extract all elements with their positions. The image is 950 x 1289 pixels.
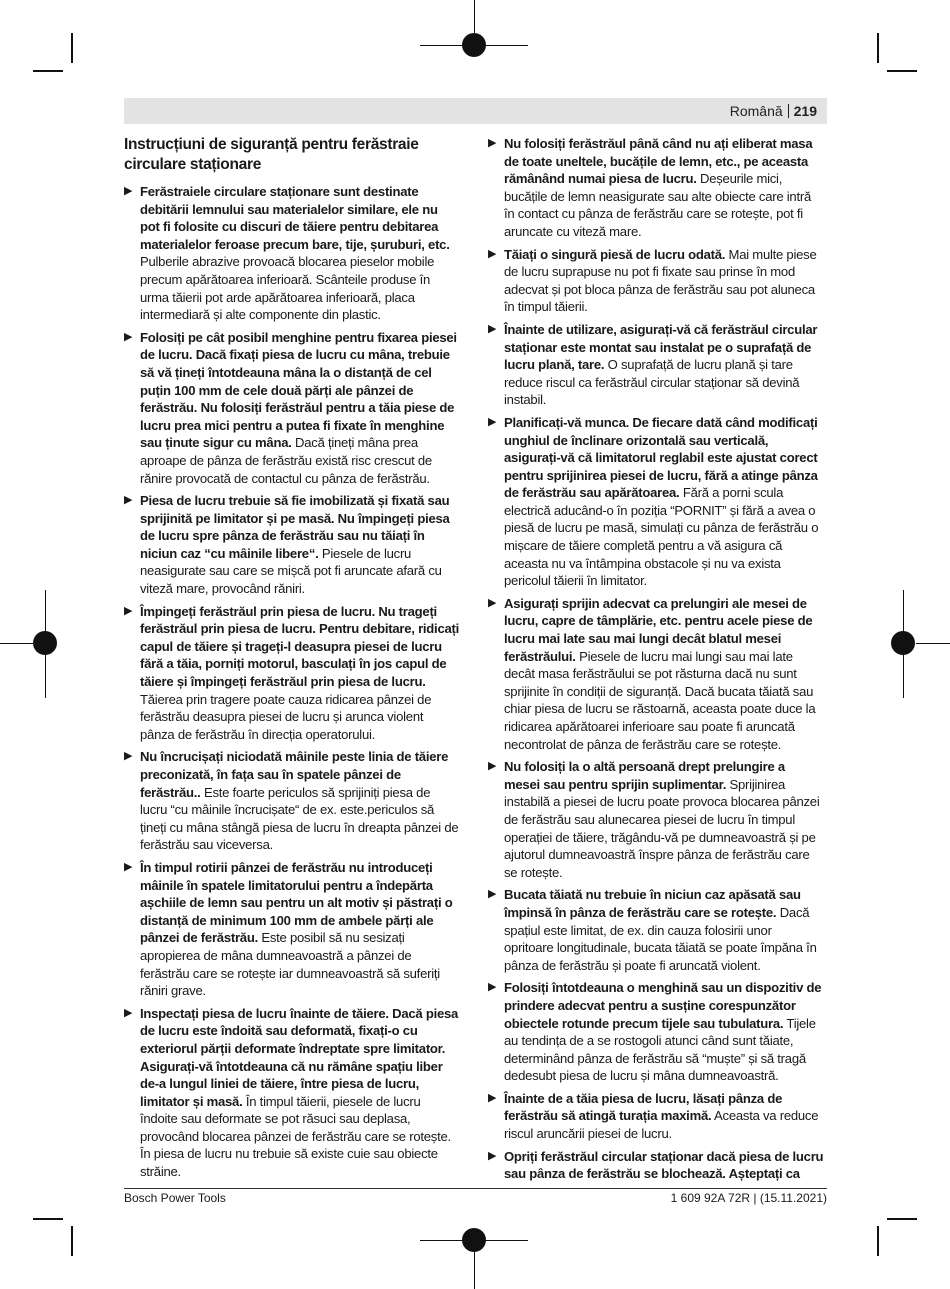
- instruction-explanation-text: Deșeurile mici, bucățile de lemn neasigurate sau alte obiecte care intră în contact cu pânza de ferăstrău care se rotește, pot fi aruncate cu viteză mare.: [504, 171, 811, 239]
- crop-mark: [71, 1226, 73, 1256]
- instruction-bold-text: Nu folosiți ferăstrăul până când nu ați eliberat masa de toate uneltele, bucățile de lemn, etc., pe aceasta rămânând numai piesa de lucru.: [504, 136, 813, 187]
- bullet-arrow-icon: ▶: [124, 750, 133, 763]
- registration-line: [474, 0, 475, 33]
- section-title: Instrucțiuni de siguranță pentru ferăstraie circulare staționare: [124, 136, 419, 173]
- instruction-explanation-text: Sprijinirea instabilă a piesei de lucru poate provoca blocarea pânzei de ferăstrău sau alunecarea piesei de lucru în timpul operației de tăiere, trăgându-vă pe dumneavoastră și pe ajutorul dumneavoastră înspre pânza de ferăstrău care se rotește.: [504, 776, 820, 880]
- registration-line: [474, 1252, 475, 1289]
- instruction-bold-text: Asigurați sprijin adecvat ca prelungiri ale mesei de lucru, capre de tâmplărie, etc. pentru acele piese de lucru mai late sau mai lungi decât blatul mesei ferăstrăului.: [504, 595, 813, 664]
- crop-mark: [33, 70, 63, 72]
- crop-mark: [33, 1218, 63, 1220]
- safety-instruction-item: [488, 595, 824, 753]
- instruction-bold-text: Nu folosiți la o altă persoană drept prelungire a mesei sau pentru sprijin suplimentar.: [504, 759, 785, 792]
- safety-instruction-item: [124, 183, 460, 324]
- registration-target-icon: [33, 631, 57, 655]
- safety-instruction-item: [488, 1090, 824, 1143]
- header-text: [730, 102, 817, 120]
- instruction-explanation-text: O suprafață de lucru plană și tare reduce riscul ca ferăstrăul circular staționar să devină instabil.: [504, 357, 800, 408]
- instruction-bold-text: Folosiți pe cât posibil menghine pentru fixarea piesei de lucru. Dacă fixați piesa de lucru cu mâna, trebuie să vă țineți întotdeauna mâna la o distanță de cel puțin 100 mm de cele două părți ale pânzei de ferăstrău. Nu folosiți ferăstrăul pentru a tăia piese de lucru prea mici pentru a putea fi fixate în menghine sau ținute sigur cu mâna.: [140, 329, 457, 451]
- safety-instruction-item: [488, 758, 824, 881]
- safety-instruction-item: [488, 246, 824, 316]
- bullet-arrow-icon: ▶: [488, 760, 497, 773]
- instruction-explanation-text: Tăierea prin tragere poate cauza ridicarea pânzei de ferăstrău deasupra piesei de lucru și arunca violent pânza de ferăstrău în direcția operatorului.: [140, 691, 432, 742]
- safety-instruction-item: [124, 603, 460, 744]
- bullet-arrow-icon: ▶: [488, 322, 497, 335]
- instruction-explanation-text: Pulberile abrazive provoacă blocarea pieselor mobile precum apărătoarea inferioară. Scânteile produse în urma tăierii pot arde apărătoarea inferioară, placa intermediară și alte componente din plastic.: [140, 254, 435, 323]
- safety-instruction-item: [488, 321, 824, 409]
- instruction-bold-text: Folosiți întotdeauna o menghină sau un dispozitiv de prindere adecvat pentru a susține corespunzător obiectele rotunde precum tijele sau tubulatura.: [504, 980, 822, 1031]
- bullet-arrow-icon: ▶: [488, 415, 497, 428]
- instruction-bold-text: Împingeți ferăstrăul prin piesa de lucru. Nu trageți ferăstrăul prin piesa de lucru. Pentru debitare, ridicați capul de tăiere și trageți-l deasupra piesei de lucru fără a tăia, porniți motorul, basculați în jos capul de tăiere și împingeți ferăstrăul prin piesa de lucru.: [140, 603, 460, 690]
- page-number: 219: [793, 103, 817, 119]
- footer-brand: Bosch Power Tools: [124, 1191, 226, 1205]
- bullet-arrow-icon: ▶: [124, 494, 133, 507]
- crop-mark: [877, 33, 879, 63]
- bullet-arrow-icon: ▶: [488, 1091, 497, 1104]
- instruction-bold-text: Nu încrucișați niciodată mâinile peste linia de tăiere preconizată, în fața sau în spatele pânzei de ferăstrău..: [140, 749, 449, 800]
- instruction-explanation-text: Este posibil să nu sesizați apropierea de mâna dumneavoastră a pânzei de ferăstrău care se rotește iar dumneavoastră să suferiți răniri grave.: [140, 930, 440, 999]
- instruction-explanation-text: Piesele de lucru mai lungi sau mai late decât masa ferăstrăului se pot răsturna dacă nu sunt sprijinite în condiții de siguranță. Dacă bucata tăiată sau chiar piesa de lucru se răstoarnă, aceasta poate duce la ridicarea apărătoarei inferioare sau poate fi aruncată necontrolat de pânza de ferăstrău care se rotește.: [504, 648, 816, 752]
- safety-instruction-item: [124, 329, 460, 487]
- instruction-explanation-text: Piesele de lucru neasigurate sau care se mișcă pot fi aruncate afară cu viteză mare, provocând răniri.: [140, 545, 442, 597]
- left-column: [124, 135, 460, 1186]
- safety-instruction-item: [488, 979, 824, 1085]
- instruction-bold-text: Ferăstraiele circulare staționare sunt destinate debitării lemnului sau materialelor similare, ele nu pot fi folosite cu discuri de tăiere pentru debitarea materialelor feroase precum bare, tije, șuruburi, etc.: [140, 184, 450, 252]
- instruction-bold-text: Tăiați o singură piesă de lucru odată.: [504, 246, 726, 262]
- instruction-explanation-text: Este foarte periculos să sprijiniți piesa de lucru “cu mâinile încrucișate“ de ex. este.periculos să țineți cu mâna stângă piesa de lucru în dreapta pânzei de ferăstrău sau viceversa.: [140, 784, 459, 853]
- footer-rule: [124, 1188, 827, 1189]
- safety-instruction-item: [488, 886, 824, 974]
- safety-instruction-item: [124, 492, 460, 598]
- registration-target-icon: [462, 33, 486, 57]
- registration-line: [916, 643, 950, 644]
- bullet-arrow-icon: ▶: [488, 1149, 497, 1162]
- page-header: [124, 98, 827, 124]
- safety-instruction-item: [488, 135, 824, 241]
- bullet-arrow-icon: ▶: [488, 596, 497, 609]
- crop-mark: [887, 70, 917, 72]
- instruction-bold-text: În timpul rotirii pânzei de ferăstrău nu introduceți mâinile în spatele limitatorului pentru a îndepărta așchiile de lemn sau pentru un alt motiv și păstrați o distanță de minimum 100 mm de ambele părți ale pânzei de ferăstrău.: [140, 859, 453, 946]
- bullet-arrow-icon: ▶: [124, 185, 133, 197]
- instruction-bold-text: Planificați-vă munca. De fiecare dată când modificați unghiul de înclinare orizontală sau verticală, asigurați-vă că limitatorul reglabil este ajustat corect pentru sprijinirea piesei de lucru, fără a atinge pânza de ferăstrău sau apărătoarea.: [504, 414, 818, 501]
- instruction-bold-text: Opriți ferăstrăul circular staționar dacă piesa de lucru sau pânza de ferăstrău se blochează. Așteptați ca: [504, 1148, 824, 1182]
- bullet-arrow-icon: ▶: [488, 247, 497, 260]
- instruction-bold-text: Inspectați piesa de lucru înainte de tăiere. Dacă piesa de lucru este îndoită sau deformată, fixați-o cu exteriorul părții deformate îndreptate spre limitator. Asigurați-vă întotdeauna că nu rămâne spațiu liber de-a lungul liniei de tăiere, între piesa de lucru, limitator și masă.: [140, 1005, 459, 1109]
- safety-instruction-item: [124, 1005, 460, 1181]
- right-item-list: [488, 135, 824, 1183]
- instruction-explanation-text: Fără a porni scula electrică aducând-o în poziția “PORNIT” și fără a avea o piesă de lucru pe masă, simulați cu pânza de ferăstrău o mișcare de tăiere completă pentru a vă asigura că aceasta nu va întâmpina obstacole și nu va exista pericolul tăierii în limitator.: [504, 485, 819, 589]
- instruction-explanation-text: Mai multe piese de lucru suprapuse nu pot fi fixate sau prinse în mod adecvat și pot bloca pânza de ferăstrău sau pot aluneca în timpul tăierii.: [504, 246, 817, 315]
- crop-mark: [877, 1226, 879, 1256]
- instruction-bold-text: Înainte de utilizare, asigurați-vă că ferăstrăul circular staționar este montat sau instalat pe o suprafață de lucru plană, tare.: [504, 321, 818, 373]
- safety-instruction-item: [124, 859, 460, 1000]
- header-language: Română: [729, 103, 783, 119]
- instruction-bold-text: Bucata tăiată nu trebuie în niciun caz apăsată sau împinsă în pânza de ferăstrău care se rotește.: [504, 887, 801, 920]
- instruction-bold-text: Piesa de lucru trebuie să fie imobilizată și fixată sau sprijinită pe limitator și pe masă. Nu împingeți piesa de lucru spre pânza de ferăstrău sau nu tăiați în niciun caz “cu mâinile libere“.: [140, 493, 450, 561]
- registration-target-icon: [462, 1228, 486, 1252]
- safety-instruction-item: [488, 1148, 824, 1183]
- crop-mark: [71, 33, 73, 63]
- instruction-explanation-text: Dacă spațiul este limitat, de ex. din cauza folosirii unor opritoare longitudinale, bucata tăiată se poate împăna în pânza de ferăstrău și poate fi aruncată violent.: [504, 904, 817, 973]
- registration-target-icon: [891, 631, 915, 655]
- instruction-explanation-text: Dacă țineți mâna prea aproape de pânza de ferăstrău există risc crescut de rănire provocată de contactul cu pânza de ferăstrău.: [140, 435, 432, 486]
- instruction-explanation-text: În timpul tăierii, piesele de lucru îndoite sau deformate se pot răsuci sau deplasa, provocând blocarea pânzei de ferăstrău care se rotește. În piesa de lucru nu trebuie să existe cuie sau obiecte străine.: [140, 1093, 451, 1180]
- instruction-bold-text: Înainte de a tăia piesa de lucru, lăsați pânza de ferăstrău să atingă turația maximă.: [504, 1090, 783, 1124]
- bullet-arrow-icon: ▶: [124, 330, 133, 343]
- bullet-arrow-icon: ▶: [124, 860, 133, 873]
- instruction-explanation-text: Aceasta va reduce riscul aruncării piesei de lucru.: [504, 1108, 819, 1142]
- safety-instruction-item: [488, 414, 824, 590]
- crop-mark: [887, 1218, 917, 1220]
- registration-line: [0, 643, 33, 644]
- header-separator: [788, 104, 789, 118]
- safety-instruction-item: [124, 748, 460, 854]
- footer-doc-number: 1 609 92A 72R | (15.11.2021): [670, 1191, 827, 1205]
- right-column: [488, 135, 824, 1188]
- bullet-arrow-icon: ▶: [488, 888, 497, 901]
- bullet-arrow-icon: ▶: [488, 137, 497, 149]
- left-item-list: [124, 183, 460, 1181]
- bullet-arrow-icon: ▶: [124, 604, 133, 617]
- bullet-arrow-icon: ▶: [488, 981, 497, 994]
- bullet-arrow-icon: ▶: [124, 1006, 133, 1019]
- instruction-explanation-text: Tijele au tendința de a se rostogoli atunci când sunt tăiate, determinând pânza de ferăstrău să “muște” și să tragă dedesubt piesa de lucru și mâna dumneavoastră.: [504, 1015, 816, 1084]
